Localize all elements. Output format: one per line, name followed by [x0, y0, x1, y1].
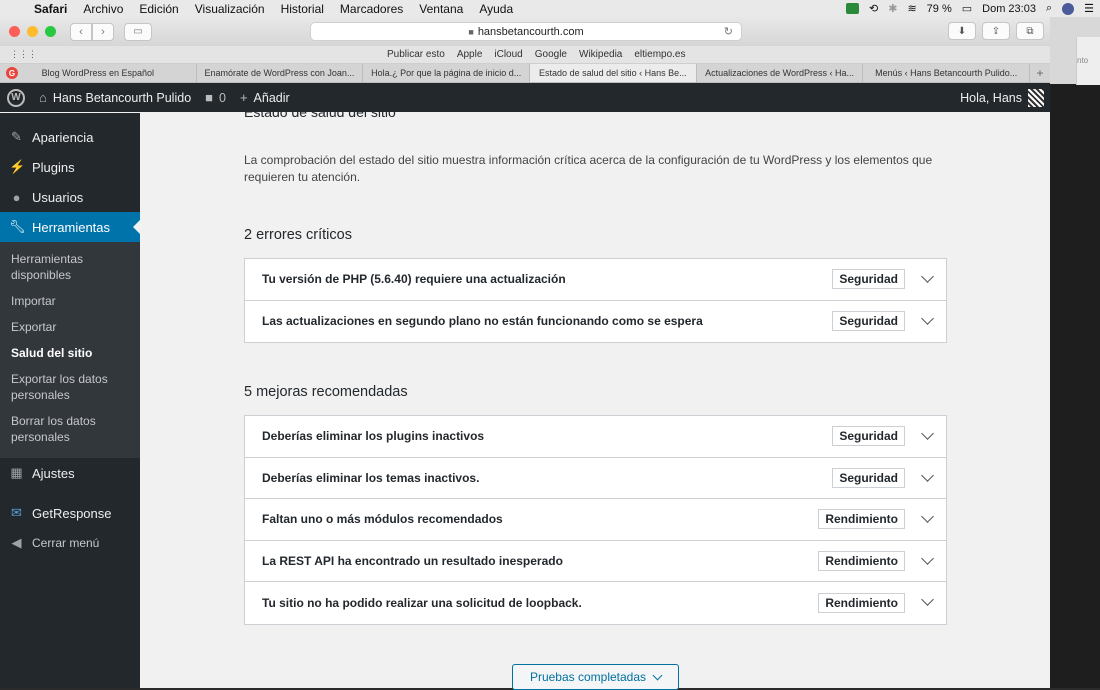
- submenu-herramientas-disponibles[interactable]: Herramientas disponibles: [11, 252, 84, 282]
- menu-apariencia[interactable]: [0, 122, 140, 152]
- collapse-arrow-icon: ◀: [11, 535, 22, 550]
- tab-menus[interactable]: [863, 64, 1030, 82]
- back-button[interactable]: ‹: [70, 23, 92, 41]
- home-icon: ⌂: [39, 90, 47, 105]
- menu-label: GetResponse: [32, 505, 112, 521]
- issue-row[interactable]: [245, 458, 946, 500]
- comments-link[interactable]: [205, 90, 226, 105]
- bookmark-google[interactable]: Google: [534, 49, 567, 60]
- passed-tests-button[interactable]: [512, 664, 679, 690]
- issue-label: Tu versión de PHP (5.6.40) requiere una actualización: [262, 272, 566, 287]
- notification-center-icon[interactable]: ☰: [1084, 3, 1094, 15]
- site-name-link[interactable]: [39, 90, 191, 105]
- spotlight-search-icon[interactable]: ⌕: [1045, 2, 1053, 14]
- chevron-down-icon[interactable]: [921, 427, 934, 440]
- forward-button[interactable]: ›: [92, 23, 114, 41]
- issue-row[interactable]: [245, 582, 946, 624]
- site-name: Hans Betancourth Pulido: [52, 90, 192, 105]
- tab-actualizaciones[interactable]: [697, 64, 864, 82]
- tab-title: Menús ‹ Hans Betancourth Pulido...: [875, 68, 1018, 78]
- issue-label: Tu sitio no ha podido realizar una solicitud de loopback.: [262, 595, 582, 610]
- tab-bar: [0, 64, 1050, 83]
- chevron-down-icon[interactable]: [921, 552, 934, 565]
- time-machine-icon[interactable]: ⟲: [869, 3, 879, 15]
- issue-label: Faltan uno o más módulos recomendados: [262, 512, 503, 527]
- chevron-down-icon[interactable]: [921, 510, 934, 523]
- submenu-exportar-datos[interactable]: Exportar los datos personales: [11, 372, 108, 402]
- submenu-exportar[interactable]: Exportar: [11, 320, 57, 334]
- bookmark-apple[interactable]: Apple: [456, 49, 483, 60]
- critical-issues-heading: 2 errores críticos: [244, 227, 352, 243]
- issue-badge: Seguridad: [832, 311, 905, 331]
- share-button[interactable]: ⇪: [982, 22, 1010, 40]
- issue-row[interactable]: [245, 541, 946, 583]
- lock-icon: ■: [468, 26, 474, 37]
- wifi-icon[interactable]: ≋: [907, 3, 917, 15]
- issue-row[interactable]: [245, 259, 946, 301]
- status-app-icon[interactable]: [846, 3, 859, 14]
- tab-blog-wordpress[interactable]: [0, 64, 197, 82]
- tab-estado-salud[interactable]: [530, 64, 697, 82]
- siri-icon[interactable]: [1062, 3, 1074, 15]
- envelope-icon: ✉: [11, 505, 22, 520]
- issue-badge: Rendimiento: [818, 593, 905, 613]
- issue-badge: Seguridad: [832, 426, 905, 446]
- greeting: Hola, Hans: [960, 90, 1022, 105]
- tab-title: Estado de salud del sitio ‹ Hans Be...: [539, 68, 687, 78]
- issue-badge: Seguridad: [832, 269, 905, 289]
- passed-tests-label: Pruebas completadas: [529, 670, 647, 684]
- issue-row[interactable]: [245, 416, 946, 458]
- wrench-icon: 🔧︎: [9, 219, 26, 234]
- new-content-link[interactable]: [240, 90, 290, 105]
- plus-icon: +: [239, 90, 248, 105]
- bookmark-wikipedia[interactable]: Wikipedia: [579, 49, 623, 60]
- submenu-salud-del-sitio[interactable]: Salud del sitio: [11, 346, 93, 360]
- chevron-down-icon: [653, 670, 663, 680]
- menu-label: Usuarios: [32, 189, 84, 205]
- wp-admin-menu: [0, 113, 140, 688]
- menu-label: Herramientas: [32, 219, 111, 235]
- menu-edicion[interactable]: Edición: [139, 1, 179, 16]
- tab-title: Blog WordPress en Español: [41, 68, 155, 78]
- settings-sliders-icon: ▦: [10, 465, 23, 480]
- paintbrush-icon: ✎: [11, 129, 22, 144]
- menu-app-name[interactable]: Safari: [34, 1, 68, 16]
- menu-visualizacion[interactable]: Visualización: [194, 1, 265, 16]
- avatar: [1028, 89, 1044, 107]
- chevron-down-icon[interactable]: [921, 469, 934, 482]
- critical-issues-list: [244, 258, 947, 343]
- issue-badge: Seguridad: [832, 468, 905, 488]
- issue-label: Deberías eliminar los temas inactivos.: [262, 470, 480, 485]
- chevron-down-icon[interactable]: [921, 593, 934, 606]
- comment-bubble-icon: ■: [205, 90, 213, 105]
- issue-row[interactable]: [245, 499, 946, 541]
- chevron-down-icon[interactable]: [921, 270, 934, 283]
- menu-label: Plugins: [32, 159, 75, 175]
- issue-label: Deberías eliminar los plugins inactivos: [262, 429, 485, 444]
- issue-label: Las actualizaciones en segundo plano no están funcionando como se espera: [262, 314, 703, 329]
- issue-badge: Rendimiento: [818, 509, 905, 529]
- collapse-menu-button[interactable]: [0, 528, 140, 558]
- tab-overview-button[interactable]: ⧉: [1016, 22, 1044, 40]
- menu-archivo[interactable]: Archivo: [83, 1, 124, 16]
- menu-usuarios[interactable]: [0, 182, 140, 212]
- clock[interactable]: Dom 23:03: [982, 2, 1036, 15]
- battery-icon[interactable]: ▭: [961, 3, 973, 15]
- zoom-window-button[interactable]: [45, 26, 56, 37]
- battery-percent[interactable]: 79 %: [926, 2, 952, 15]
- minimize-window-button[interactable]: [27, 26, 38, 37]
- comments-count: 0: [219, 90, 226, 105]
- downloads-button[interactable]: ⬇: [948, 22, 976, 40]
- tab-title: Actualizaciones de WordPress ‹ Ha...: [705, 68, 854, 78]
- my-account-link[interactable]: [960, 83, 1044, 112]
- issue-label: La REST API ha encontrado un resultado inesperado: [262, 553, 563, 568]
- macos-menu-bar: [0, 0, 1100, 17]
- address-bar[interactable]: [310, 22, 742, 41]
- bookmarks-bar: [0, 46, 1050, 64]
- bluetooth-icon[interactable]: ✱: [888, 3, 898, 15]
- tab-hola[interactable]: [363, 64, 530, 82]
- sidebar-toggle-button[interactable]: ▭: [124, 23, 152, 41]
- recommended-list: [244, 415, 947, 625]
- background-window-text: nto: [1076, 37, 1100, 85]
- menu-ajustes[interactable]: [0, 458, 140, 488]
- user-icon: ●: [12, 189, 21, 205]
- safari-window: [0, 17, 1050, 688]
- menu-historial[interactable]: Historial: [280, 1, 324, 16]
- bookmark-eltiempo[interactable]: eltiempo.es: [634, 49, 686, 60]
- address-bar-url: hansbetancourth.com: [477, 25, 584, 38]
- chevron-down-icon[interactable]: [921, 312, 934, 325]
- menu-getresponse[interactable]: [0, 498, 140, 528]
- menu-ayuda[interactable]: Ayuda: [479, 1, 514, 16]
- bookmark-icloud[interactable]: iCloud: [494, 49, 523, 60]
- wp-admin-bar: [0, 83, 1050, 112]
- wordpress-logo-icon[interactable]: W: [7, 89, 25, 107]
- menu-label: Apariencia: [32, 129, 94, 145]
- new-tab-button[interactable]: +: [1036, 66, 1044, 80]
- close-window-button[interactable]: [9, 26, 20, 37]
- tab-enamorate[interactable]: [197, 64, 364, 82]
- browser-toolbar: [0, 17, 1050, 46]
- issue-row[interactable]: [245, 301, 946, 343]
- tab-title: Hola.¿ Por que la página de inicio d...: [371, 68, 522, 78]
- herramientas-submenu: [0, 242, 140, 458]
- menu-marcadores[interactable]: Marcadores: [339, 1, 404, 16]
- new-content-label: Añadir: [253, 90, 290, 105]
- google-icon: G: [6, 67, 18, 79]
- submenu-importar[interactable]: Importar: [11, 294, 56, 308]
- menu-plugins[interactable]: [0, 152, 140, 182]
- menu-herramientas[interactable]: [0, 212, 140, 242]
- background-window: [1050, 17, 1100, 688]
- issue-badge: Rendimiento: [818, 551, 905, 571]
- menu-label: Cerrar menú: [32, 536, 100, 550]
- page-title: Estado de salud del sitio: [244, 104, 396, 120]
- plug-icon: ⚡: [9, 159, 26, 174]
- bookmark-publicar[interactable]: Publicar esto: [387, 49, 445, 60]
- main-content: [140, 104, 1050, 688]
- top-sites-grid-icon[interactable]: ⋮⋮⋮: [10, 49, 37, 59]
- submenu-borrar-datos[interactable]: Borrar los datos personales: [11, 414, 96, 444]
- tab-title: Enamórate de WordPress con Joan...: [204, 68, 355, 78]
- recommended-heading: 5 mejoras recomendadas: [244, 384, 408, 400]
- reload-icon[interactable]: ↻: [723, 26, 733, 38]
- menu-ventana[interactable]: Ventana: [419, 1, 464, 16]
- menu-label: Ajustes: [32, 465, 75, 481]
- intro-text: La comprobación del estado del sitio muestra información crítica acerca de la configuración de tu WordPress y los elementos que requieren tu atención.: [244, 153, 933, 184]
